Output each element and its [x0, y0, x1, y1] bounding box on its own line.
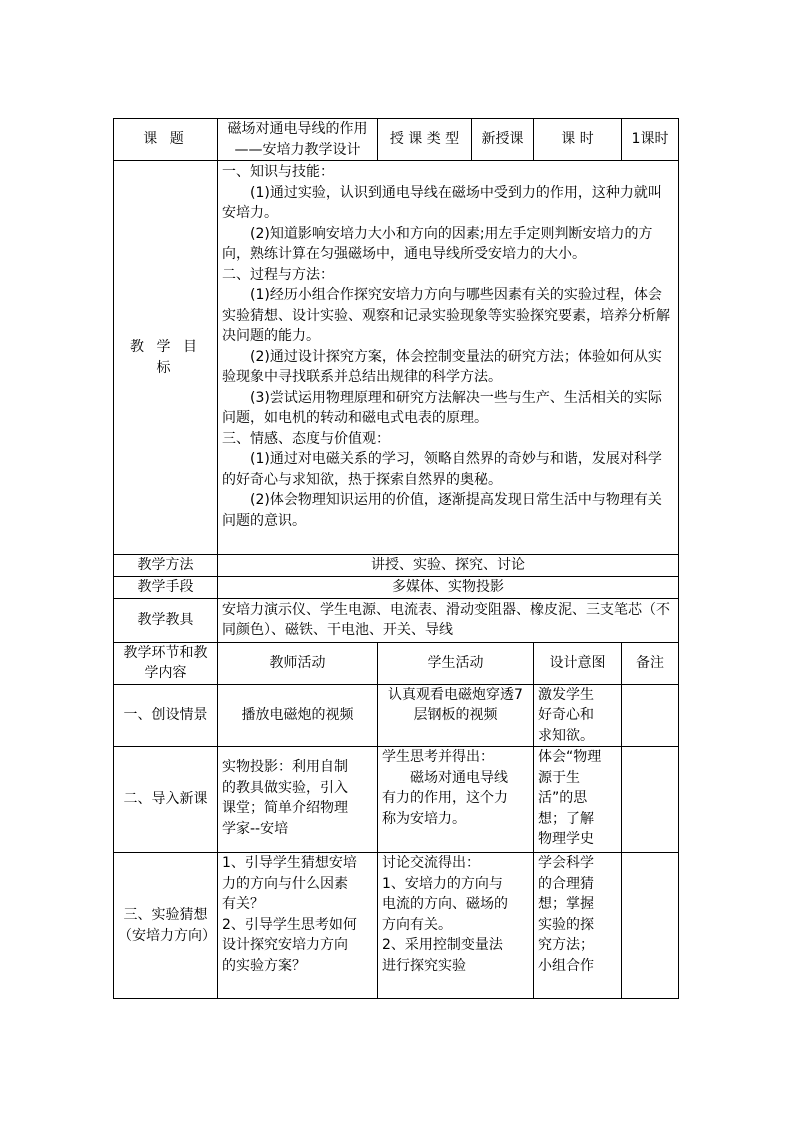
student-cell: 认真观看电磁炮穿透7层钢板的视频 — [378, 684, 534, 747]
student-cell — [378, 853, 534, 999]
objectives-heading-3: 三、情感、态度与价值观： — [222, 430, 390, 447]
objectives-content — [218, 161, 679, 555]
objectives-item: (1)通过对电磁关系的学习，领略自然界的奇妙与和谐，发展对科学的好奇心与求知欲，热于探索自然界的奥秘。 — [222, 451, 662, 488]
stage-text: 三、实验猜想 — [123, 907, 208, 923]
stage-cell: 一、创设情景 — [114, 684, 218, 747]
objectives-heading-1: 一、知识与技能： — [222, 164, 334, 180]
objectives-item: (2)知道影响安培力大小和方向的因素;用左手定则判断安培力的方向，熟练计算在匀强磁场中，通电导线所受安培力的大小。 — [222, 225, 653, 262]
method-row — [114, 555, 679, 577]
type-label: 授 课 类 型 — [378, 119, 472, 161]
objectives-item: (1)通过实验，认识到通电导线在磁场中受到力的作用，这种力就叫安培力。 — [222, 184, 662, 221]
objectives-heading-2: 二、过程与方法： — [222, 266, 334, 283]
intent-text: 体会“物理源于生活”的思想；了解物理学史 — [538, 749, 602, 847]
type-value: 新授课 — [472, 119, 534, 161]
topic-label: 课 题 — [114, 119, 218, 161]
tools-label: 教学教具 — [114, 598, 218, 642]
note-cell — [622, 747, 679, 853]
col-teacher-header: 教师活动 — [218, 642, 378, 684]
col-note-header: 备注 — [622, 642, 679, 684]
topic-title-line2: ——安培力教学设计 — [234, 141, 361, 158]
col-stage-header: 教学环节和教学内容 — [114, 642, 218, 684]
student-cell — [378, 747, 534, 853]
student-line: 2、采用控制变量法进行探究实验 — [382, 937, 503, 974]
col-intent-header: 设计意图 — [534, 642, 622, 684]
objectives-item: (2)通过设计探究方案，体会控制变量法的研究方法；体验如何从实验现象中寻找联系并总结出规律的科学方法。 — [222, 348, 662, 385]
intent-cell — [534, 747, 622, 853]
activity-row — [114, 747, 679, 853]
stage-cell — [114, 853, 218, 999]
header-row — [114, 119, 679, 161]
stage-cell: 二、导入新课 — [114, 747, 218, 853]
teacher-line: 1、引导学生猜想安培力的方向与什么因素有关？ — [222, 855, 357, 912]
activity-row — [114, 853, 679, 999]
col-student-header: 学生活动 — [378, 642, 534, 684]
intent-cell: 学会科学的合理猜想；掌握实验的探究方法；小组合作 — [534, 853, 622, 999]
intent-cell: 激发学生好奇心和求知欲。 — [534, 684, 622, 747]
student-line: 1、安培力的方向与电流的方向、磁场的方向有关。 — [382, 875, 508, 933]
student-lead: 学生思考并得出： — [382, 749, 494, 765]
teacher-cell — [218, 853, 378, 999]
objectives-item: (3)尝试运用物理原理和研究方法解决一些与生产、生活相关的实际问题，如电机的转动和磁电式电表的原理。 — [222, 389, 662, 426]
objectives-item: (1)经历小组合作探究安培力方向与哪些因素有关的实验过程，体会实验猜想、设计实验、观察和记录实验现象等实验探究要素，培养分析解决问题的能力。 — [222, 287, 670, 344]
teacher-cell: 播放电磁炮的视频 — [218, 684, 378, 747]
hours-value: 1课时 — [622, 119, 679, 161]
tools-row — [114, 598, 679, 642]
lesson-plan-table — [113, 118, 679, 999]
activity-row — [114, 684, 679, 747]
topic-title-line1: 磁场对通电导线的作用 — [227, 121, 368, 137]
method-label: 教学方法 — [114, 555, 218, 577]
teacher-cell: 实物投影：利用自制的教具做实验，引入课堂；简单介绍物理学家--安培 — [218, 747, 378, 853]
means-row — [114, 576, 679, 598]
tools-value: 安培力演示仪、学生电源、电流表、滑动变阻器、橡皮泥、三支笔芯（不同颜色）、磁铁、干电池、开关、导线 — [218, 598, 679, 642]
hours-label: 课 时 — [534, 119, 622, 161]
objectives-label: 教 学 目 标 — [114, 161, 218, 555]
means-label: 教学手段 — [114, 576, 218, 598]
note-cell — [622, 684, 679, 747]
means-value: 多媒体、实物投影 — [218, 576, 679, 598]
objectives-item: (2)体会物理知识运用的价值，逐渐提高发现日常生活中与物理有关问题的意识。 — [222, 492, 662, 529]
objectives-row — [114, 161, 679, 555]
note-cell — [622, 853, 679, 999]
topic-title — [218, 119, 378, 161]
method-value: 讲授、实验、探究、讨论 — [218, 555, 679, 577]
stage-subtext: （安培力方向） — [118, 927, 216, 944]
student-line: 讨论交流得出： — [382, 855, 480, 871]
student-text: 磁场对通电导线有力的作用，这个力称为安培力。 — [382, 769, 508, 827]
teacher-line: 2、引导学生思考如何设计探究安培力方向的实验方案？ — [222, 916, 357, 974]
activity-header-row — [114, 642, 679, 684]
